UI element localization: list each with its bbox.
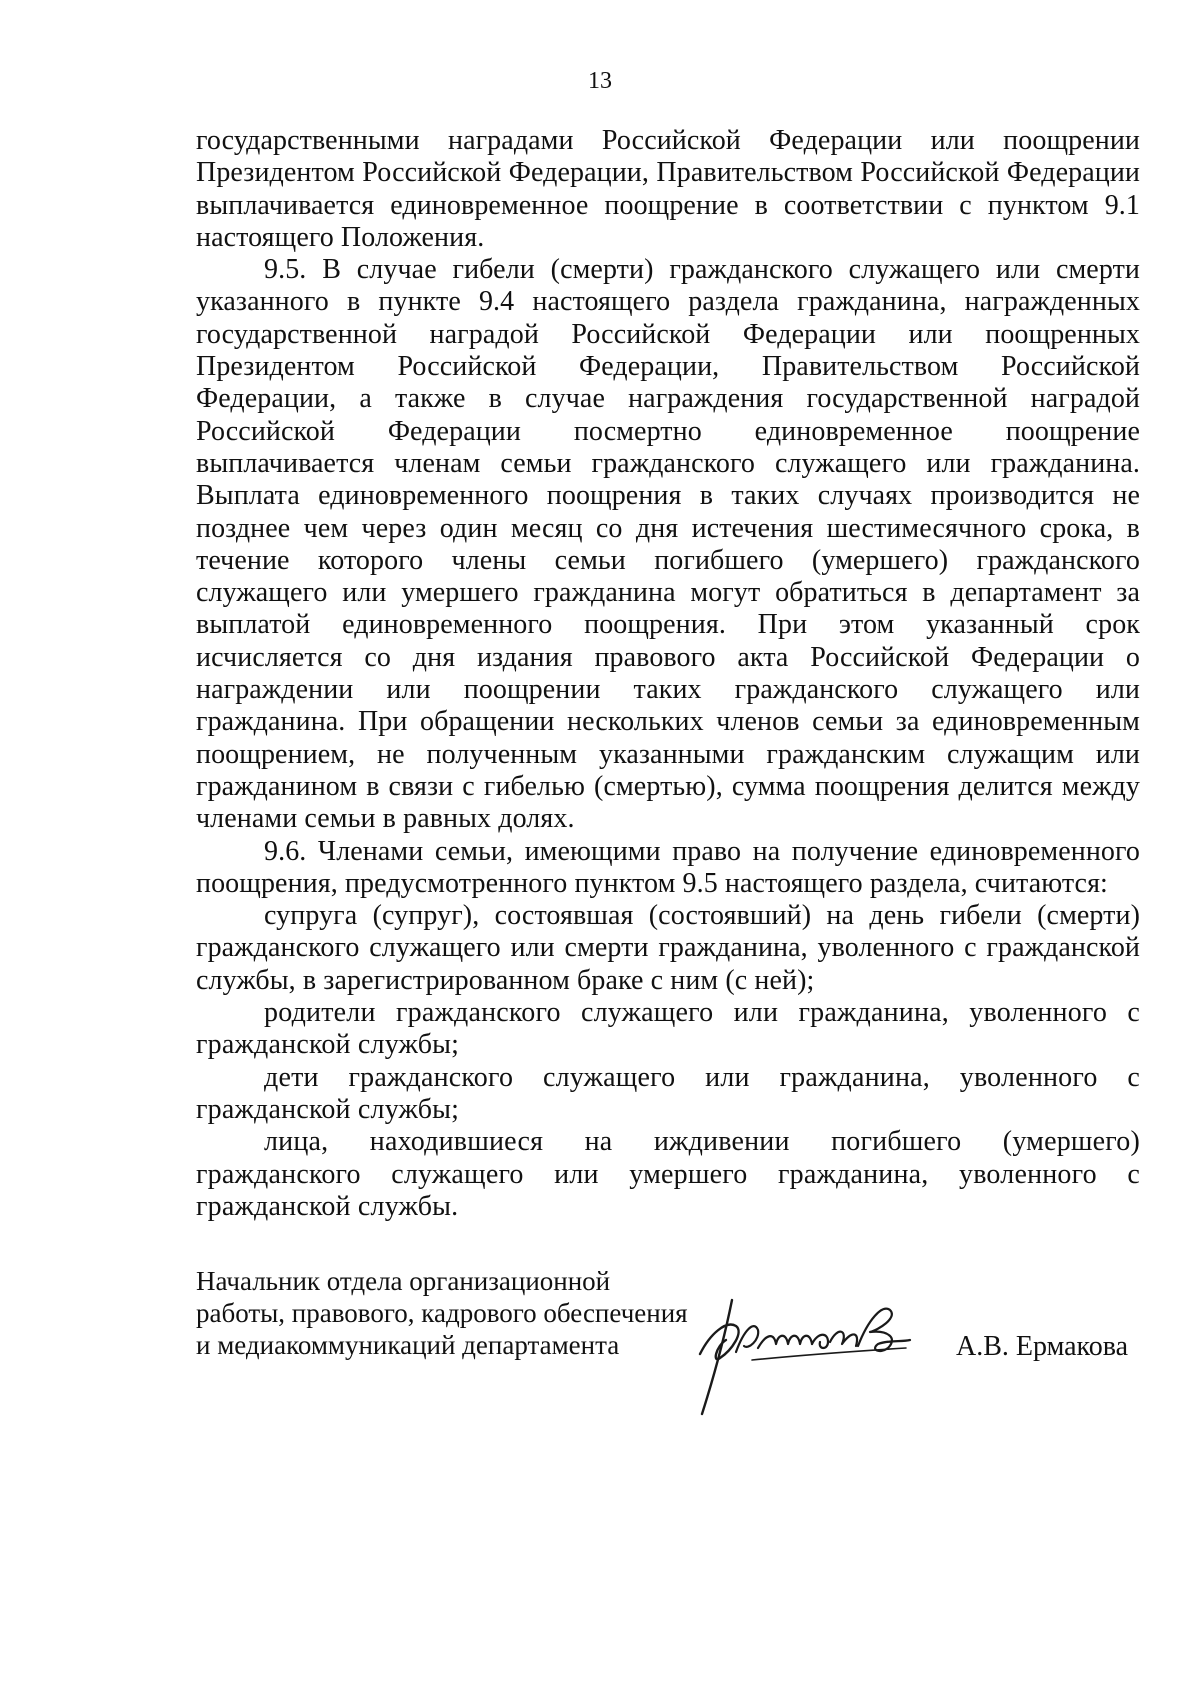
- handwritten-signature: [692, 1290, 922, 1420]
- list-item-spouse: супруга (супруг), состоявшая (состоявший) на день гибели (смерти) гражданского служащего или смерти гражданина, уволенного с гражданской службы, в зарегистрированном браке с ним (с ней);: [196, 900, 1140, 996]
- list-item-children: дети гражданского служащего или гражданина, уволенного с гражданской службы;: [196, 1061, 1140, 1125]
- paragraph-9-5: 9.5. В случае гибели (смерти) гражданского служащего или смерти указанного в пункте 9.4 настоящего раздела гражданина, награжденных государственной наградой Российской Федерации или поощренных Президентом Российской Федерации, Правительством Российской Федерации, а также в случае награждения государственной наградой Российской Федерации посмертно единовременное поощрение выплачивается членам семьи гражданского служащего или гражданина. Выплата единовременного поощрения в таких случаях производится не позднее чем через один месяц со дня истечения шестимесячного срока, в течение которого члены семьи погибшего (умершего) гражданского служащего или умершего гражданина могут обратиться в департамент за выплатой единовременного поощрения. При этом указанный срок исчисляется со дня издания правового акта Российской Федерации о награждении или поощрении таких гражданского служащего или гражданина. При обращении нескольких членов семьи за единовременным поощрением, не полученным указанными гражданским служащим или гражданином в связи с гибелью (смертью), сумма поощрения делится между членами семьи в равных долях.: [196, 254, 1140, 835]
- signatory-title-line: работы, правового, кадрового обеспечения: [196, 1298, 688, 1328]
- list-item-dependents: лица, находившиеся на иждивении погибшего (умершего) гражданского служащего или умершего гражданина, уволенного с гражданской службы.: [196, 1126, 1140, 1222]
- body-text: [196, 125, 1140, 1223]
- signatory-title-line: и медиакоммуникаций департамента: [196, 1330, 620, 1360]
- paragraph-continuation: государственными наградами Российской Федерации или поощрении Президентом Российской Федерации, Правительством Российской Федерации выплачивается единовременное поощрение в соответствии с пунктом 9.1 настоящего Положения.: [196, 125, 1140, 253]
- list-item-parents: родители гражданского служащего или гражданина, уволенного с гражданской службы;: [196, 997, 1140, 1061]
- signer-name: А.В. Ермакова: [956, 1331, 1128, 1362]
- paragraph-9-6: 9.6. Членами семьи, имеющими право на получение единовременного поощрения, предусмотренного пунктом 9.5 настоящего раздела, считаются:: [196, 835, 1140, 899]
- signatory-title-line: Начальник отдела организационной: [196, 1266, 611, 1296]
- signatory-title: [196, 1265, 688, 1361]
- page-number: 13: [588, 68, 612, 94]
